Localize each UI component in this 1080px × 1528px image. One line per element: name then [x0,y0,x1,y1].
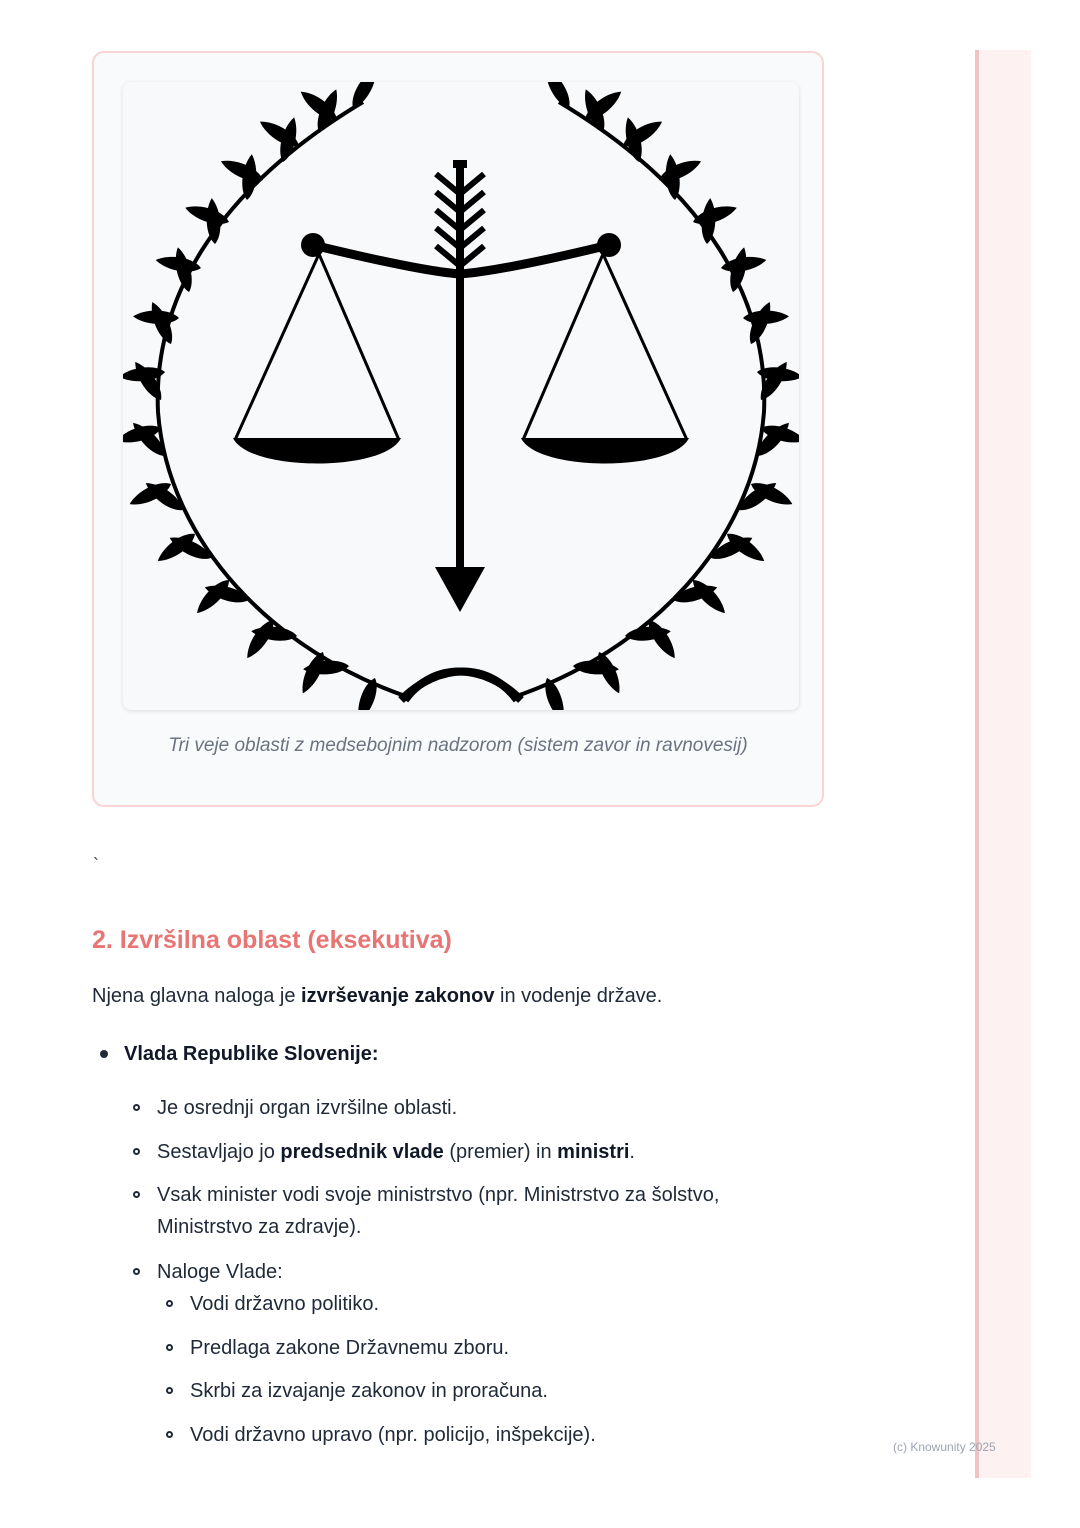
ring-bullet-icon [166,1431,173,1438]
ring-bullet-icon [133,1148,140,1155]
task-item: Vodi državno politiko. [190,1293,380,1315]
list-item: Je osrednji organ izvršilne oblasti. [157,1097,458,1119]
ring-bullet-icon [133,1104,140,1111]
ring-bullet-icon [166,1300,173,1307]
figure-caption: Tri veje oblasti z medsebojnim nadzorom (sistem zavor in ravnovesij) [168,735,748,756]
intro-paragraph: Njena glavna naloga je izvrševanje zakonov in vodenje države. [92,985,663,1007]
stray-backtick: ` [93,855,99,875]
list-item: Sestavljajo jo predsednik vlade (premier) in ministri. [157,1141,635,1163]
figure-card [92,51,824,807]
task-item: Vodi državno upravo (npr. policijo, inšpekcije). [190,1424,596,1446]
intro-bold: izvrševanje zakonov [301,985,495,1007]
ring-bullet-icon [166,1387,173,1394]
list-item: Naloge Vlade: [157,1261,283,1283]
sidebar-decoration [975,50,1031,1478]
bullet-label: Vlada Republike Slovenije: [124,1043,379,1065]
task-item: Predlaga zakone Državnemu zboru. [190,1337,510,1359]
task-item: Skrbi za izvajanje zakonov in proračuna. [190,1380,548,1402]
copyright-text: (c) Knowunity 2025 [893,1440,996,1454]
list-item: Vsak minister vodi svoje ministrstvo (npr. Ministrstvo za šolstvo, Ministrstvo za zdravje). [157,1184,720,1238]
section-heading: 2. Izvršilna oblast (eksekutiva) [92,926,452,954]
bullet-icon [100,1050,108,1058]
ring-bullet-icon [166,1344,173,1351]
ring-bullet-icon [133,1191,140,1198]
scales-of-justice-laurel-icon [123,82,799,710]
ring-bullet-icon [133,1268,140,1275]
